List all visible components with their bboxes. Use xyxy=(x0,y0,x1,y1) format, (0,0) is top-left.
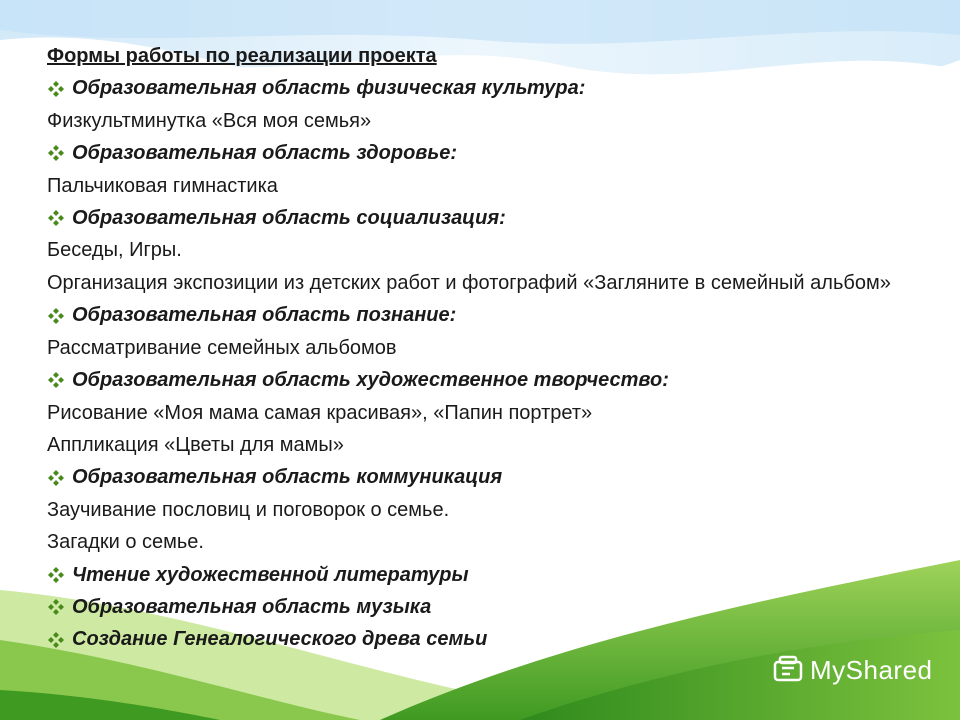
bullet-text: Образовательная область художественное творчество: xyxy=(72,369,669,392)
plain-text: Физкультминутка «Вся моя семья» xyxy=(47,109,372,132)
watermark xyxy=(772,654,933,686)
plain-text: Беседы, Игры. xyxy=(47,239,182,262)
diamond-bullet-icon xyxy=(47,631,65,649)
bullet-item xyxy=(47,591,927,623)
bullet-text: Образовательная область музыка xyxy=(72,596,432,618)
bullet-text: Образовательная область познание: xyxy=(72,304,457,327)
bullet-item xyxy=(47,364,927,396)
bullet-text: Образовательная область социализация: xyxy=(72,207,506,230)
bullet-text: Чтение художественной литературы xyxy=(72,563,469,586)
bullet-text: Образовательная область здоровье: xyxy=(72,142,458,165)
diamond-bullet-icon xyxy=(47,80,65,98)
bullet-item xyxy=(47,72,927,104)
slide-title: Формы работы по реализации проекта xyxy=(47,45,437,67)
plain-text: Рассматривание семейных альбомов xyxy=(47,336,397,359)
diamond-bullet-icon xyxy=(47,566,65,584)
diamond-bullet-icon xyxy=(47,469,65,487)
plain-text: Организация экспозиции из детских работ и фотографий «Загляните в семейный альбом» xyxy=(47,271,891,294)
bullet-item xyxy=(47,623,927,655)
bullet-item xyxy=(47,202,927,234)
bullet-item xyxy=(47,461,927,493)
diamond-bullet-icon xyxy=(47,371,65,389)
plain-text: Рисование «Моя мама самая красивая», «Папин портрет» xyxy=(47,401,593,424)
diamond-bullet-icon xyxy=(47,144,65,162)
bullet-text: Образовательная область физическая культура: xyxy=(72,77,586,100)
bullet-text: Образовательная область коммуникация xyxy=(72,466,503,489)
plain-text: Загадки о семье. xyxy=(47,531,204,554)
bullet-text: Создание Генеалогического древа семьи xyxy=(72,628,488,651)
bullet-item xyxy=(47,559,927,591)
plain-text: Аппликация «Цветы для мамы» xyxy=(47,433,344,456)
bullet-item xyxy=(47,299,927,331)
diamond-bullet-icon xyxy=(47,209,65,227)
plain-text: Заучивание пословиц и поговорок о семье. xyxy=(47,498,450,521)
myshared-logo-icon xyxy=(772,654,804,686)
slide-content xyxy=(47,40,927,656)
diamond-bullet-icon xyxy=(47,598,65,616)
diamond-bullet-icon xyxy=(47,307,65,325)
plain-text: Пальчиковая гимнастика xyxy=(47,174,278,197)
bullet-item xyxy=(47,137,927,169)
watermark-text: MyShared xyxy=(810,654,933,685)
